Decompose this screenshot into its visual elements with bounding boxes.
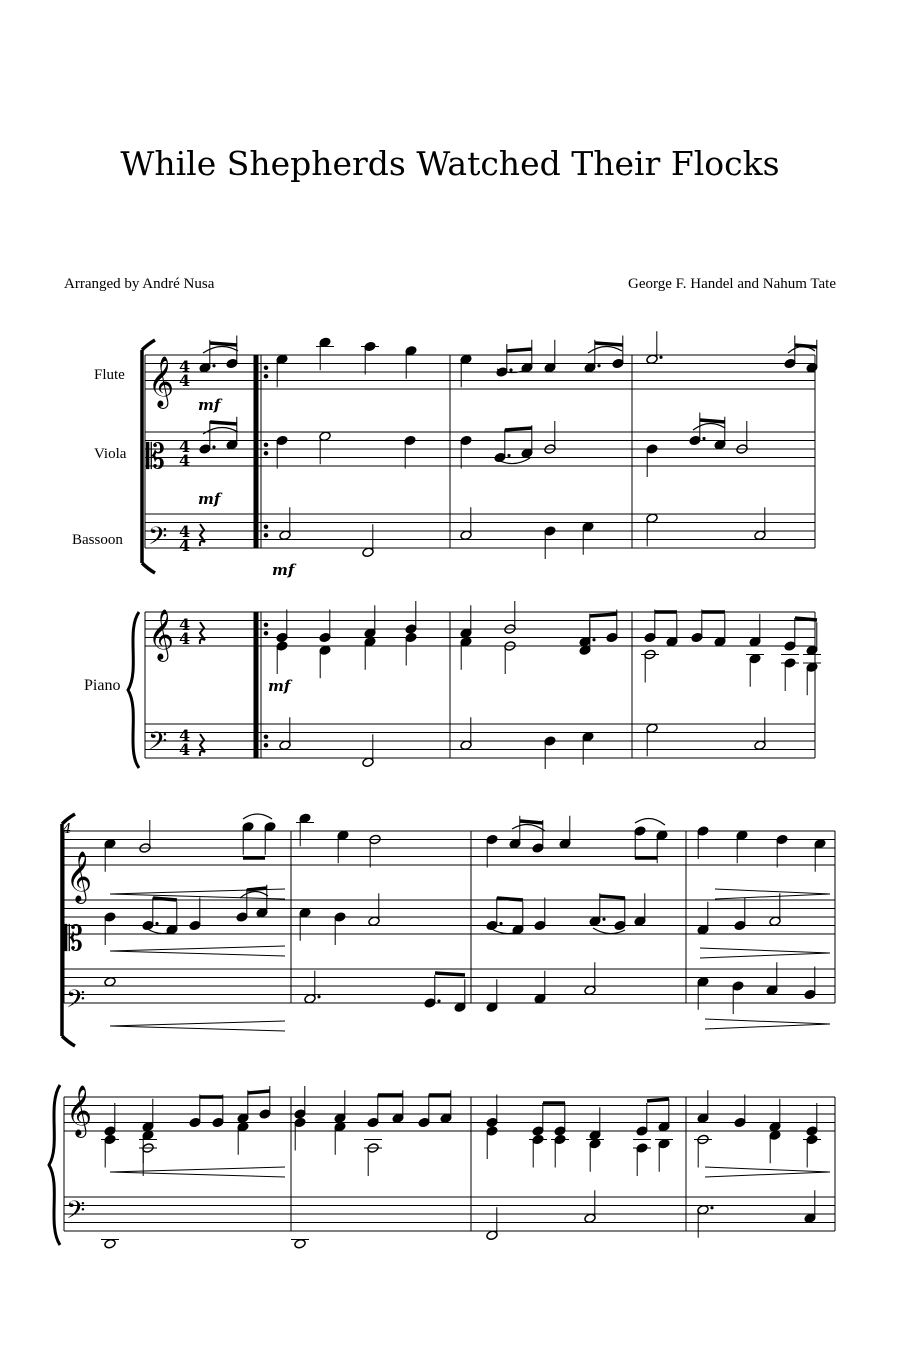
bass-clef-piano-2: 𝄢 <box>66 1196 86 1231</box>
slur <box>512 824 545 831</box>
instrument-label-flute: Flute <box>94 367 125 383</box>
diminuendo-hairpin <box>705 1172 830 1177</box>
notehead <box>104 976 116 987</box>
quarter-rest <box>200 622 205 644</box>
treble-clef-piano: 𝄞 <box>148 609 175 660</box>
beam <box>595 343 623 345</box>
quarter-rest <box>200 734 205 756</box>
instrument-label-viola: Viola <box>94 446 127 462</box>
slur <box>635 818 665 825</box>
composer-credit: George F. Handel and Nahum Tate <box>628 276 836 292</box>
bass-clef-bassoon-2: 𝄢 <box>66 985 86 1020</box>
dynamic-viola: mf <box>198 490 221 508</box>
beam <box>210 422 237 424</box>
diminuendo-hairpin <box>715 894 830 899</box>
slur <box>203 346 238 353</box>
crescendo-hairpin <box>110 894 285 899</box>
beam <box>795 618 817 620</box>
alto-clef-viola-2: 𝄡 <box>64 919 83 959</box>
notes <box>101 331 826 1249</box>
bass-clef-piano: 𝄢 <box>148 727 168 762</box>
augmentation-dot <box>509 368 512 371</box>
repeat-dot <box>264 631 268 635</box>
augmentation-dot <box>592 638 595 641</box>
time-sig-bottom-bassoon: 4 <box>179 536 191 555</box>
barlines <box>64 355 835 1231</box>
beam <box>590 614 617 616</box>
augmentation-dot <box>212 445 215 448</box>
bass-clef-bassoon: 𝄢 <box>148 522 168 557</box>
quarter-rest <box>200 524 205 546</box>
augmentation-dot <box>317 995 320 998</box>
repeat-dot <box>264 443 268 447</box>
diminuendo-hairpin <box>705 1024 830 1029</box>
repeat-dot <box>264 525 268 529</box>
repeat-dot <box>264 366 268 370</box>
beam <box>700 420 725 422</box>
time-sig-top-viola: 4 <box>179 437 191 456</box>
repeat-dot <box>264 451 268 455</box>
beam <box>153 898 177 900</box>
measure-number: 4 <box>63 822 72 837</box>
beam <box>248 1091 270 1093</box>
piano-brace-2 <box>49 1085 60 1245</box>
beam <box>505 428 532 430</box>
augmentation-dot <box>597 364 600 367</box>
repeat-dot <box>264 374 268 378</box>
time-sig-top-piano-bass: 4 <box>179 726 191 745</box>
crescendo-hairpin <box>110 951 285 956</box>
time-sig-bottom-piano-bass: 4 <box>179 740 191 759</box>
repeat-dot <box>264 735 268 739</box>
notation-marks <box>110 346 830 1177</box>
dynamic-bassoon: mf <box>272 561 295 579</box>
piano-brace <box>128 612 139 768</box>
augmentation-dot <box>437 999 440 1002</box>
time-sig-top-bassoon: 4 <box>179 522 191 541</box>
diminuendo-hairpin <box>700 953 830 958</box>
beam <box>647 1099 669 1101</box>
treble-clef-flute-2: 𝄞 <box>66 851 93 902</box>
repeat-dot <box>264 623 268 627</box>
diminuendo-hairpin <box>705 1019 830 1024</box>
time-sig-bottom-viola: 4 <box>179 451 191 470</box>
dynamic-piano: mf <box>268 677 291 695</box>
diminuendo-hairpin <box>705 1167 830 1172</box>
beam <box>435 973 465 975</box>
beam <box>497 898 523 900</box>
time-sig-bottom-piano-treble: 4 <box>179 629 191 648</box>
time-sig-top-flute: 4 <box>179 357 191 376</box>
crescendo-hairpin <box>110 1026 285 1031</box>
augmentation-dot <box>602 918 605 921</box>
diminuendo-hairpin <box>700 948 830 953</box>
beam <box>520 821 543 823</box>
page-title: While Shepherds Watched Their Flocks <box>120 144 780 183</box>
crescendo-hairpin <box>110 1167 285 1172</box>
repeat-dot <box>264 743 268 747</box>
diminuendo-hairpin <box>715 889 830 894</box>
augmentation-dot <box>499 922 502 925</box>
alto-clef-viola: 𝄡 <box>146 437 165 477</box>
notehead <box>294 1238 306 1249</box>
slur <box>203 427 238 434</box>
augmentation-dot <box>155 922 158 925</box>
beam <box>507 349 532 351</box>
arranger-credit: Arranged by André Nusa <box>64 276 215 292</box>
time-sig-bottom-flute: 4 <box>179 371 191 390</box>
slur <box>243 814 272 819</box>
treble-clef-flute: 𝄞 <box>148 356 175 407</box>
slur <box>588 346 622 353</box>
instrument-label-piano: Piano <box>84 677 121 694</box>
crescendo-hairpin <box>110 1021 285 1026</box>
beam <box>210 343 237 345</box>
augmentation-dot <box>702 437 705 440</box>
repeat-barline-thick <box>254 612 258 758</box>
treble-clef-piano-2: 𝄞 <box>66 1085 93 1136</box>
augmentation-dot <box>212 364 215 367</box>
slur <box>240 891 268 898</box>
beam <box>600 896 625 898</box>
slur <box>693 423 725 430</box>
augmentation-dot <box>710 1206 713 1209</box>
repeat-barline-thick <box>254 355 258 548</box>
crescendo-hairpin <box>110 1172 285 1177</box>
crescendo-hairpin <box>110 946 285 951</box>
instrument-label-bassoon: Bassoon <box>72 532 123 548</box>
time-sig-top-piano-treble: 4 <box>179 615 191 634</box>
dynamic-flute: mf <box>198 396 221 414</box>
augmentation-dot <box>507 454 510 457</box>
repeat-dot <box>264 533 268 537</box>
augmentation-dot <box>659 356 662 359</box>
notehead <box>104 1238 116 1249</box>
